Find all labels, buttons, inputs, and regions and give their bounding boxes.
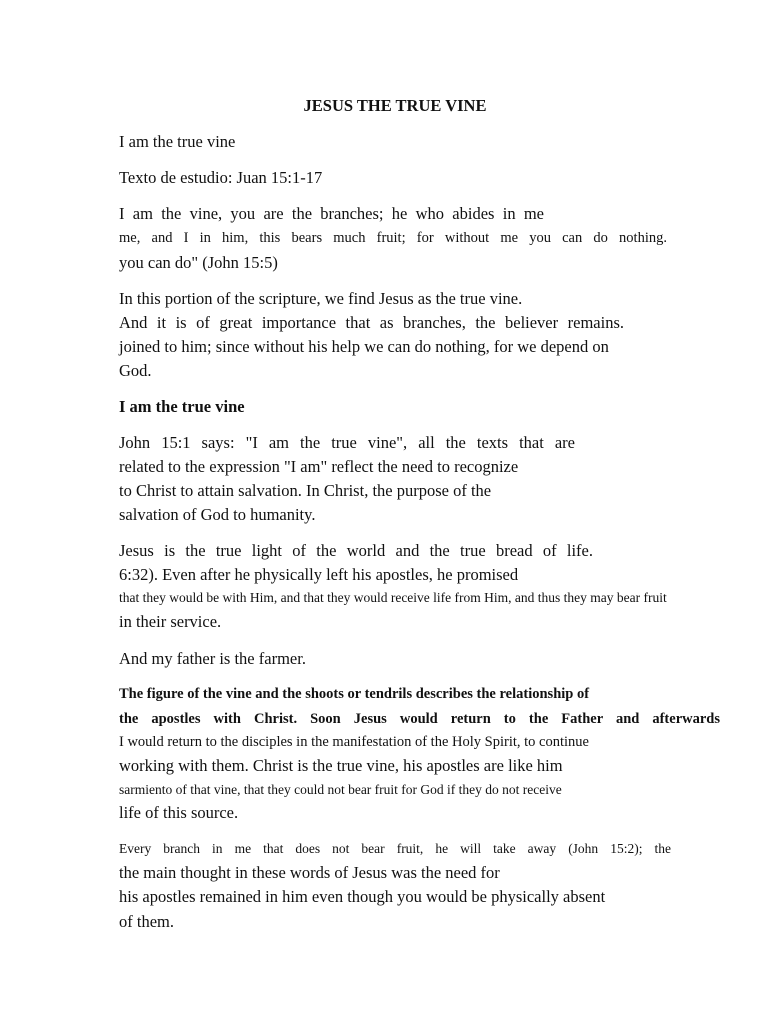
text-line: of them. — [119, 912, 174, 931]
text-line: I am the vine, you are the branches; he who abides in me — [119, 204, 544, 223]
text-line: working with them. Christ is the true vine, his apostles are like him — [119, 756, 563, 775]
text-line: 6:32). Even after he physically left his apostles, he promised — [119, 565, 519, 584]
text-line: in their service. — [119, 612, 222, 631]
text-line: me, and I in him, this bears much fruit; for without me you can do nothing. — [119, 230, 667, 246]
document-title: JESUS THE TRUE VINE — [303, 96, 487, 115]
text-line: I am the true vine — [119, 132, 236, 151]
text-line: the main thought in these words of Jesus was the need for — [119, 863, 500, 882]
text-line: that they would be with Him, and that they would receive life from Him, and thus they may bear fruit — [119, 590, 667, 605]
text-line: Every branch in me that does not bear fruit, he will take away (John 15:2); the — [119, 841, 671, 856]
text-line: God. — [119, 361, 152, 380]
text-line: And my father is the farmer. — [119, 649, 306, 668]
text-line: you can do" (John 15:5) — [119, 253, 278, 272]
text-line: related to the expression "I am" reflect the need to recognize — [119, 457, 519, 476]
text-line: joined to him; since without his help we can do nothing, for we depend on — [119, 337, 609, 356]
text-line: Texto de estudio: Juan 15:1-17 — [119, 168, 323, 187]
text-line: salvation of God to humanity. — [119, 505, 316, 524]
text-line: In this portion of the scripture, we find Jesus as the true vine. — [119, 289, 523, 308]
text-line: John 15:1 says: "I am the true vine", all the texts that are — [119, 433, 575, 452]
text-line: sarmiento of that vine, that they could not bear fruit for God if they do not receive — [119, 782, 562, 797]
text-line: life of this source. — [119, 803, 239, 822]
text-line: And it is of great importance that as branches, the believer remains. — [119, 313, 624, 332]
text-line: I would return to the disciples in the manifestation of the Holy Spirit, to continue — [119, 734, 589, 750]
text-line: to Christ to attain salvation. In Christ, the purpose of the — [119, 481, 492, 500]
text-line: Jesus is the true light of the world and the true bread of life. — [119, 541, 593, 560]
text-line: the apostles with Christ. Soon Jesus would return to the Father and afterwards — [119, 711, 720, 727]
text-line: his apostles remained in him even though you would be physically absent — [119, 887, 606, 906]
text-line: The figure of the vine and the shoots or tendrils describes the relationship of — [119, 686, 590, 702]
section-heading: I am the true vine — [119, 397, 245, 416]
